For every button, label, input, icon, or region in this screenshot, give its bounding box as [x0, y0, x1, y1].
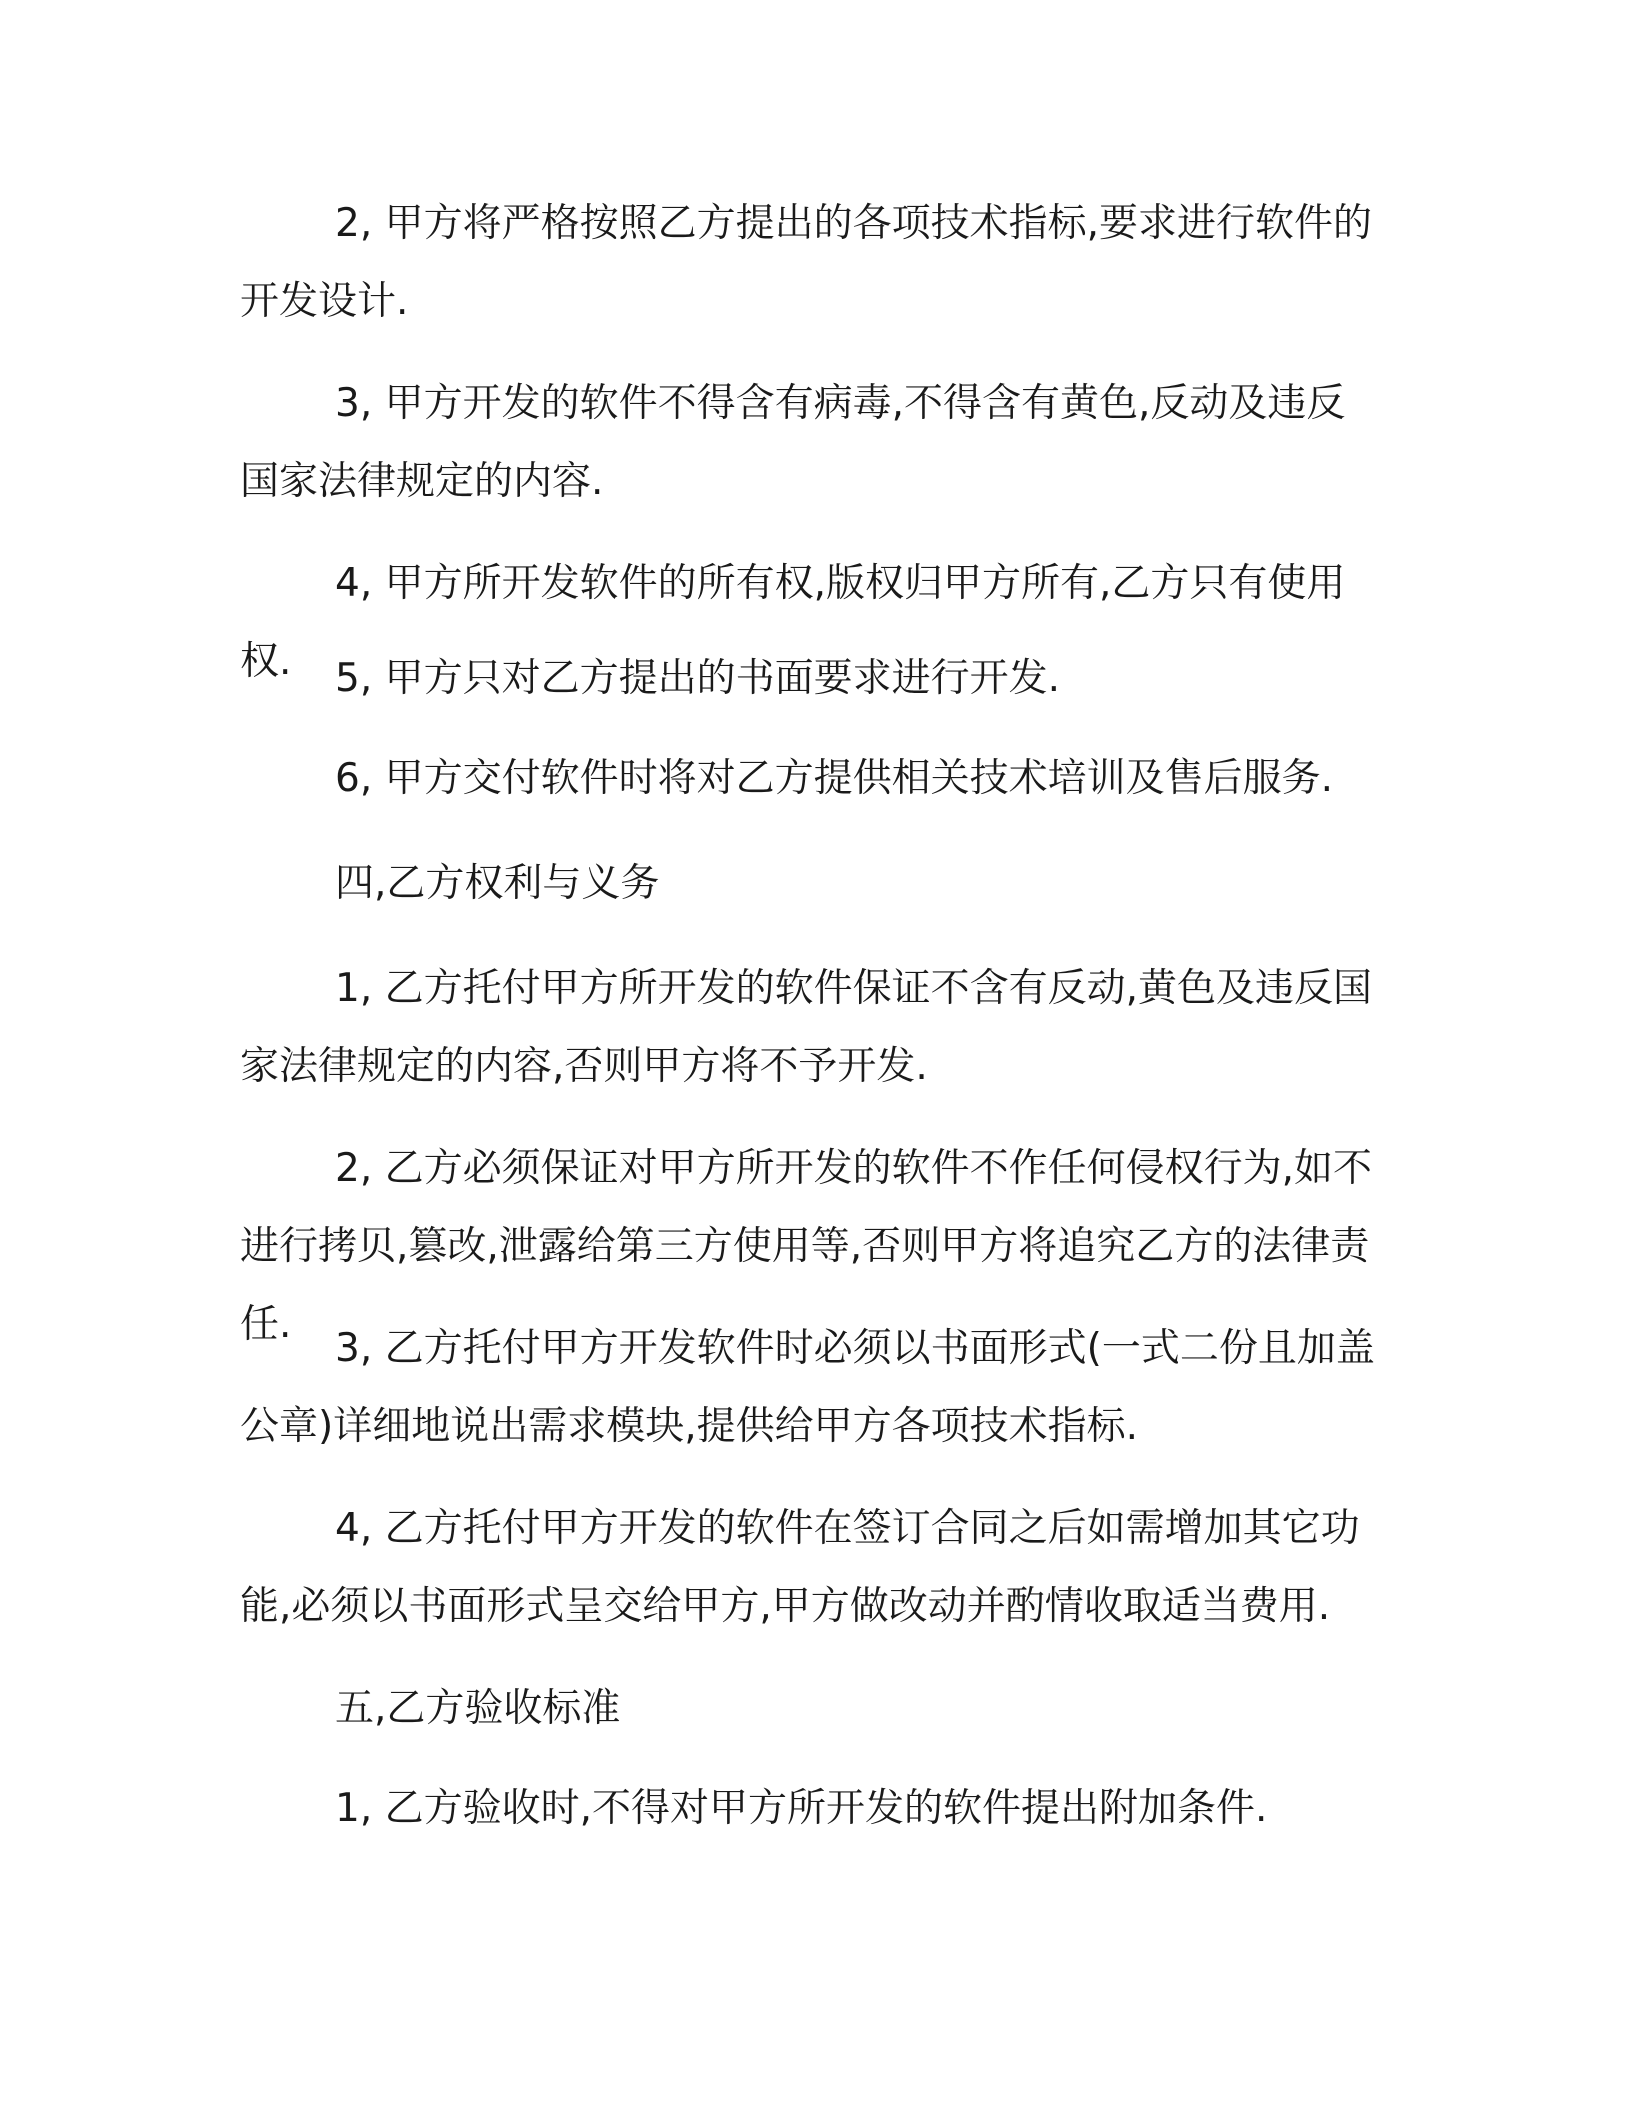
clause-party-a-5: 5, 甲方只对乙方提出的书面要求进行开发. [335, 656, 1061, 701]
clause-party-b-2: 2, 乙方必须保证对甲方所开发的软件不作任何侵权行为,如不进行拷贝,篡改,泄露给第三方使用等,否则甲方将追究乙方的法律责任. [240, 1146, 1373, 1347]
section-heading-5: 五,乙方验收标准 [335, 1686, 621, 1731]
clause-party-a-3: 3, 甲方开发的软件不得含有病毒,不得含有黄色,反动及违反国家法律规定的内容. [240, 381, 1346, 504]
clause-party-b-3: 3, 乙方托付甲方开发软件时必须以书面形式(一式二份且加盖公章)详细地说出需求模块,提供给甲方各项技术指标. [240, 1326, 1375, 1449]
clause-party-a-2: 2, 甲方将严格按照乙方提出的各项技术指标,要求进行软件的开发设计. [240, 201, 1373, 324]
clause-party-a-4: 4, 甲方所开发软件的所有权,版权归甲方所有,乙方只有使用权. [240, 561, 1346, 684]
clause-party-b-4: 4, 乙方托付甲方开发的软件在签订合同之后如需增加其它功能,必须以书面形式呈交给甲方,甲方做改动并酌情收取适当费用. [240, 1506, 1360, 1629]
clause-party-a-6: 6, 甲方交付软件时将对乙方提供相关技术培训及售后服务. [335, 756, 1334, 801]
clause-acceptance-1: 1, 乙方验收时,不得对甲方所开发的软件提出附加条件. [335, 1786, 1268, 1831]
section-heading-4: 四,乙方权利与义务 [335, 861, 660, 906]
clause-party-b-1: 1, 乙方托付甲方所开发的软件保证不含有反动,黄色及违反国家法律规定的内容,否则甲方将不予开发. [240, 966, 1373, 1089]
